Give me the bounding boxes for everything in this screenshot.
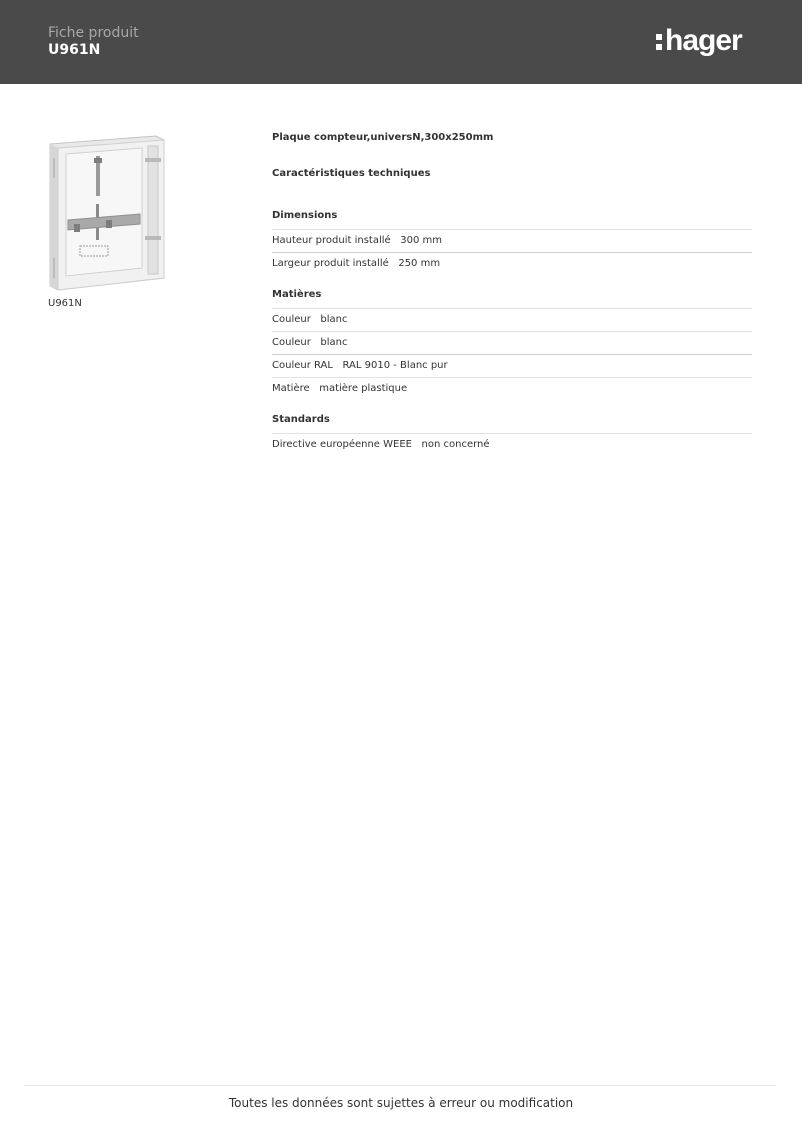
group-title: Dimensions bbox=[272, 210, 752, 230]
footer-disclaimer: Toutes les données sont sujettes à erreur ou modification bbox=[228, 1096, 574, 1110]
spec-row: Largeur produit installé 250 mm bbox=[272, 258, 441, 269]
document-kicker: Fiche produit bbox=[48, 25, 139, 41]
group-title: Matières bbox=[272, 289, 752, 309]
spec-row: Hauteur produit installé 300 mm bbox=[272, 230, 752, 253]
spec-row: Matière matière plastique bbox=[272, 383, 408, 394]
footer-divider bbox=[24, 1085, 776, 1086]
spec-row: Couleur blanc bbox=[272, 332, 752, 355]
hager-logo: hager bbox=[656, 24, 742, 58]
meter-enclosure-icon bbox=[44, 128, 168, 294]
product-details bbox=[272, 132, 752, 456]
logo-colon-icon bbox=[656, 32, 662, 52]
spec-row: Directive européenne WEEE non concerné bbox=[272, 439, 490, 450]
page-header bbox=[0, 0, 802, 84]
product-image bbox=[44, 128, 168, 294]
spec-row: Couleur RAL RAL 9010 - Blanc pur bbox=[272, 355, 752, 378]
section-title: Caractéristiques techniques bbox=[272, 168, 431, 179]
group-standards bbox=[272, 414, 752, 456]
product-title: Plaque compteur,universN,300x250mm bbox=[272, 132, 494, 143]
spec-row: Couleur blanc bbox=[272, 309, 752, 332]
group-dimensions bbox=[272, 210, 752, 275]
image-caption: U961N bbox=[48, 298, 82, 309]
product-code: U961N bbox=[48, 42, 101, 58]
group-title: Standards bbox=[272, 414, 752, 434]
group-materials bbox=[272, 289, 752, 400]
